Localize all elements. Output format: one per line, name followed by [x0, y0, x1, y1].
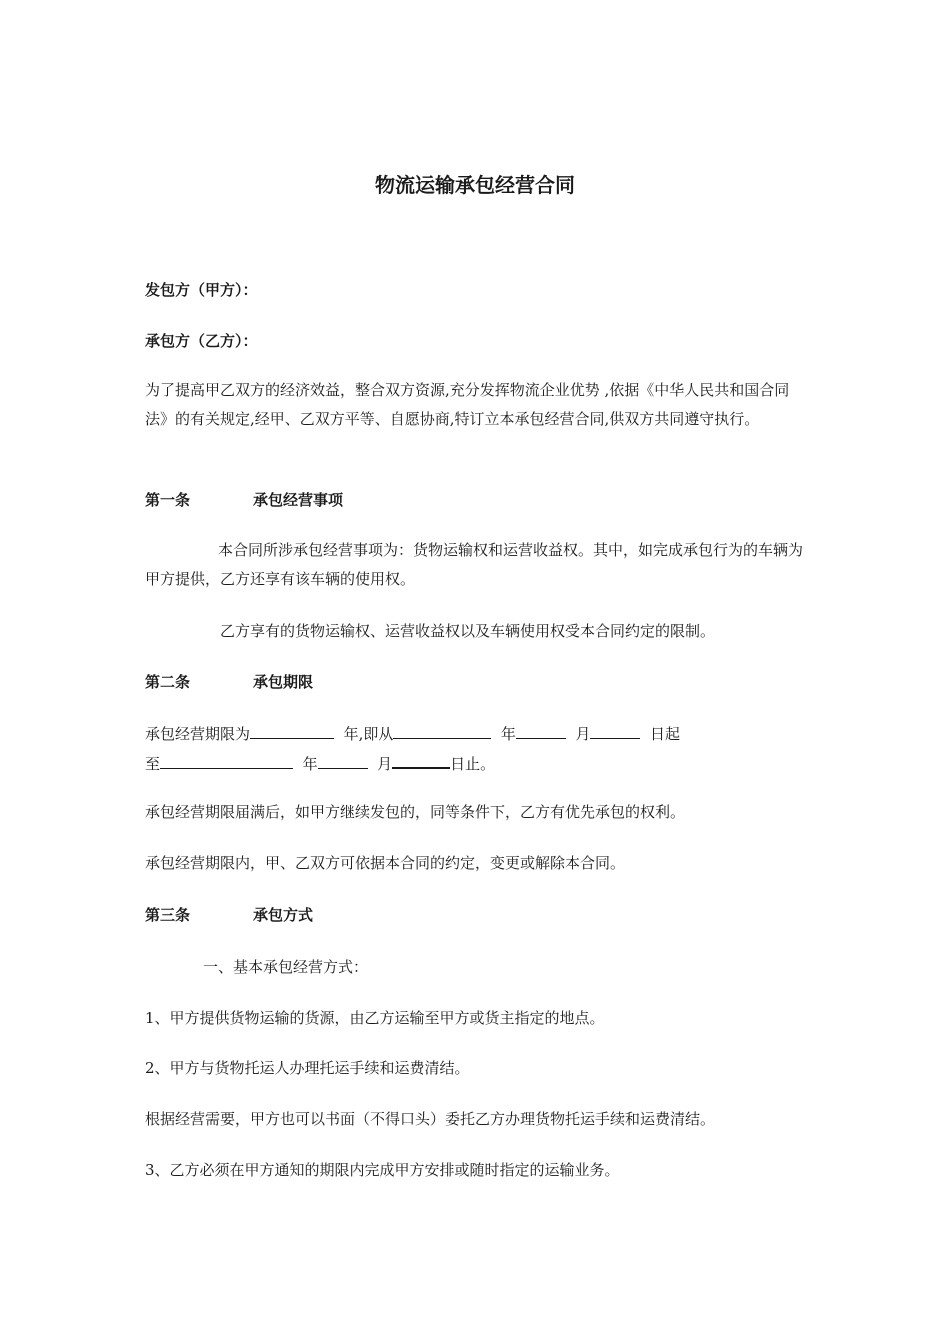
document-title: 物流运输承包经营合同 — [375, 173, 575, 197]
article-2-number: 第二条 — [145, 673, 191, 691]
article-2-heading: 承包期限 — [253, 673, 314, 691]
preamble-paragraph: 为了提高甲乙双方的经济效益，整合双方资源,充分发挥物流企业优势 ,依据《中华人民共和国合同法》的有关规定,经甲、乙双方平等、自愿协商,特订立本承包经营合同,供双方共同遵守执行。 — [145, 381, 790, 428]
article-2-paragraph-3: 承包经营期限内，甲、乙双方可依据本合同的约定，变更或解除本合同。 — [145, 854, 626, 872]
article-3-item-1: 1、甲方提供货物运输的货源，由乙方运输至甲方或货主指定的地点。 — [145, 1009, 605, 1027]
party-b-label: 承包方（乙方）： — [145, 332, 258, 350]
start-month-word: 月 — [575, 725, 591, 743]
start-year-blank[interactable] — [393, 722, 491, 739]
article-3-item-2: 2、甲方与货物托运人办理托运手续和运费清结。 — [145, 1059, 470, 1077]
article-1-number: 第一条 — [145, 491, 191, 509]
article-3-number: 第三条 — [145, 906, 191, 924]
article-1-paragraph-1: 本合同所涉承包经营事项为：货物运输权和运营收益权。其中，如完成承包行为的车辆为甲方提供，乙方还享有该车辆的使用权。 — [145, 541, 804, 588]
end-month-blank[interactable] — [318, 752, 368, 769]
article-2-paragraph-2: 承包经营期限届满后，如甲方继续发包的，同等条件下，乙方有优先承包的权利。 — [145, 803, 686, 821]
end-year-word: 年 — [302, 755, 318, 773]
end-year-blank[interactable] — [160, 752, 293, 769]
article-3-note: 根据经营需要，甲方也可以书面（不得口头）委托乙方办理货物托运手续和运费清结。 — [145, 1110, 716, 1128]
start-day-blank[interactable] — [590, 722, 640, 739]
term-prefix: 承包经营期限为 — [145, 725, 251, 743]
start-month-blank[interactable] — [516, 722, 566, 739]
term-year-text: 年,即从 — [343, 725, 394, 743]
term-line-2 — [145, 751, 495, 774]
term-length-blank[interactable] — [250, 722, 334, 739]
end-day-blank[interactable] — [392, 751, 450, 769]
article-3-item-3: 3、乙方必须在甲方通知的期限内完成甲方安排或随时指定的运输业务。 — [145, 1161, 620, 1179]
start-day-word: 日起 — [650, 725, 681, 743]
article-1-heading: 承包经营事项 — [253, 491, 344, 509]
article-3-subheading: 一、基本承包经营方式： — [203, 958, 369, 976]
article-3-heading: 承包方式 — [253, 906, 314, 924]
end-month-word: 月 — [377, 755, 393, 773]
end-day-word: 日止。 — [450, 755, 496, 773]
term-line-1 — [145, 722, 680, 744]
to-word: 至 — [145, 755, 161, 773]
start-year-word: 年 — [500, 725, 516, 743]
article-1-paragraph-2: 乙方享有的货物运输权、运营收益权以及车辆使用权受本合同约定的限制。 — [220, 622, 716, 640]
party-a-label: 发包方（甲方）： — [145, 281, 258, 299]
